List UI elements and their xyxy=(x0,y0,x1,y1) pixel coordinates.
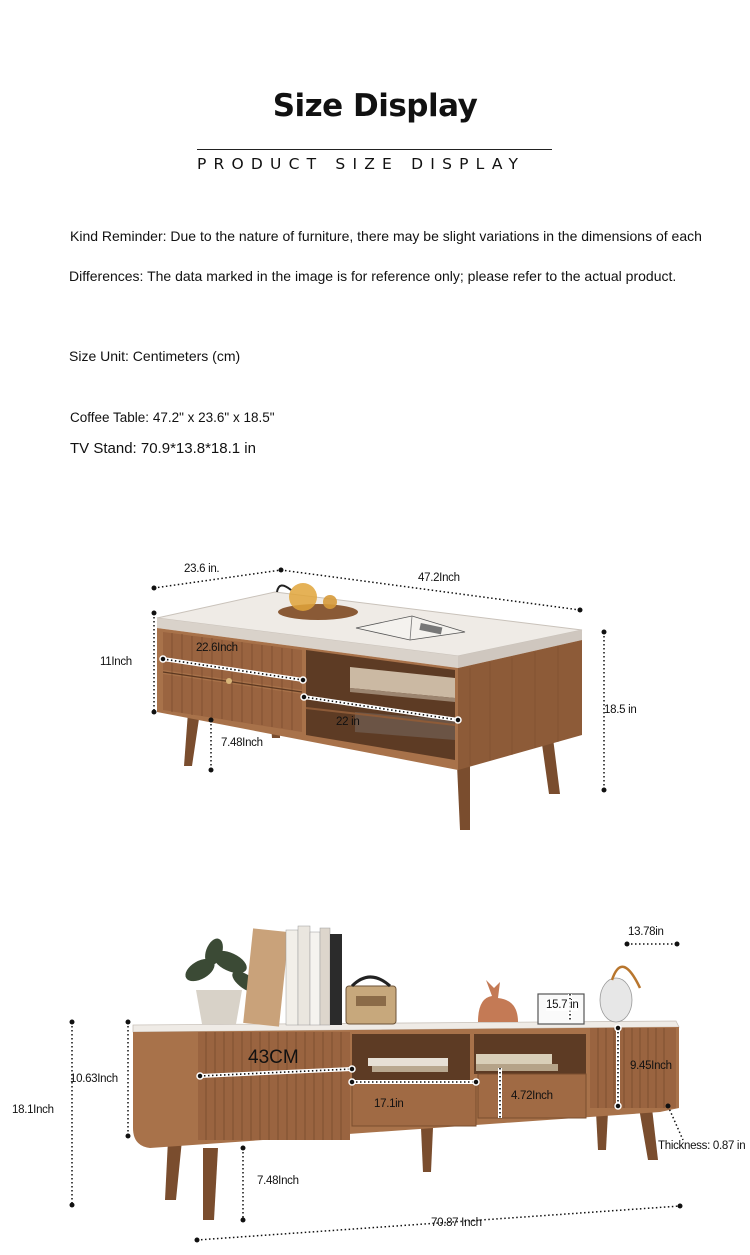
tv-stand-drawer-width-cm-label: 43CM xyxy=(248,1047,299,1068)
tv-stand-body-height-label: 10.63Inch xyxy=(70,1073,118,1085)
coffee-table-dimensions xyxy=(0,550,750,840)
differences-text: Differences: The data marked in the image is for reference only; please refer to the actual product. xyxy=(69,268,677,284)
page-subtitle: PRODUCT SIZE DISPLAY xyxy=(197,155,526,173)
size-unit-text: Size Unit: Centimeters (cm) xyxy=(69,348,241,364)
tv-stand-leg-height-label: 7.48Inch xyxy=(257,1175,299,1187)
tv-stand-shelf-depth-label: 4.72Inch xyxy=(511,1090,553,1102)
tv-stand-spec: TV Stand: 70.9*13.8*18.1 in xyxy=(70,440,256,457)
tv-stand-thickness-label: Thickness: 0.87 in xyxy=(658,1140,746,1152)
tv-stand-dimensions xyxy=(0,920,750,1250)
coffee-table-drawer-width-label: 22.6Inch xyxy=(196,642,238,654)
tv-stand-total-height-label: 18.1Inch xyxy=(12,1104,54,1116)
page-title: Size Display xyxy=(272,88,478,124)
tv-stand-depth-label: 13.78in xyxy=(628,926,664,938)
tv-stand-door-height-label: 9.45Inch xyxy=(630,1060,672,1072)
coffee-table-spec: Coffee Table: 47.2" x 23.6" x 18.5" xyxy=(70,410,275,425)
reminder-text: Kind Reminder: Due to the nature of furniture, there may be slight variations in the dimensions of each xyxy=(70,228,702,244)
title-divider xyxy=(197,149,552,150)
tv-stand-length-label: 70.87 Inch xyxy=(431,1217,482,1229)
coffee-table-depth-label: 23.6 in. xyxy=(184,563,220,575)
tv-stand-shelf-height-label: 15.7 in xyxy=(546,999,579,1011)
coffee-table-width-label: 47.2Inch xyxy=(418,572,460,584)
coffee-table-leg-height-label: 7.48Inch xyxy=(221,737,263,749)
coffee-table-height-label: 18.5 in xyxy=(604,704,637,716)
tv-stand-drawer-width-in-label: 17.1in xyxy=(374,1098,404,1110)
coffee-table-shelf-width-label: 22 in xyxy=(336,716,360,728)
coffee-table-drawer-height-label: 11Inch xyxy=(100,656,132,668)
